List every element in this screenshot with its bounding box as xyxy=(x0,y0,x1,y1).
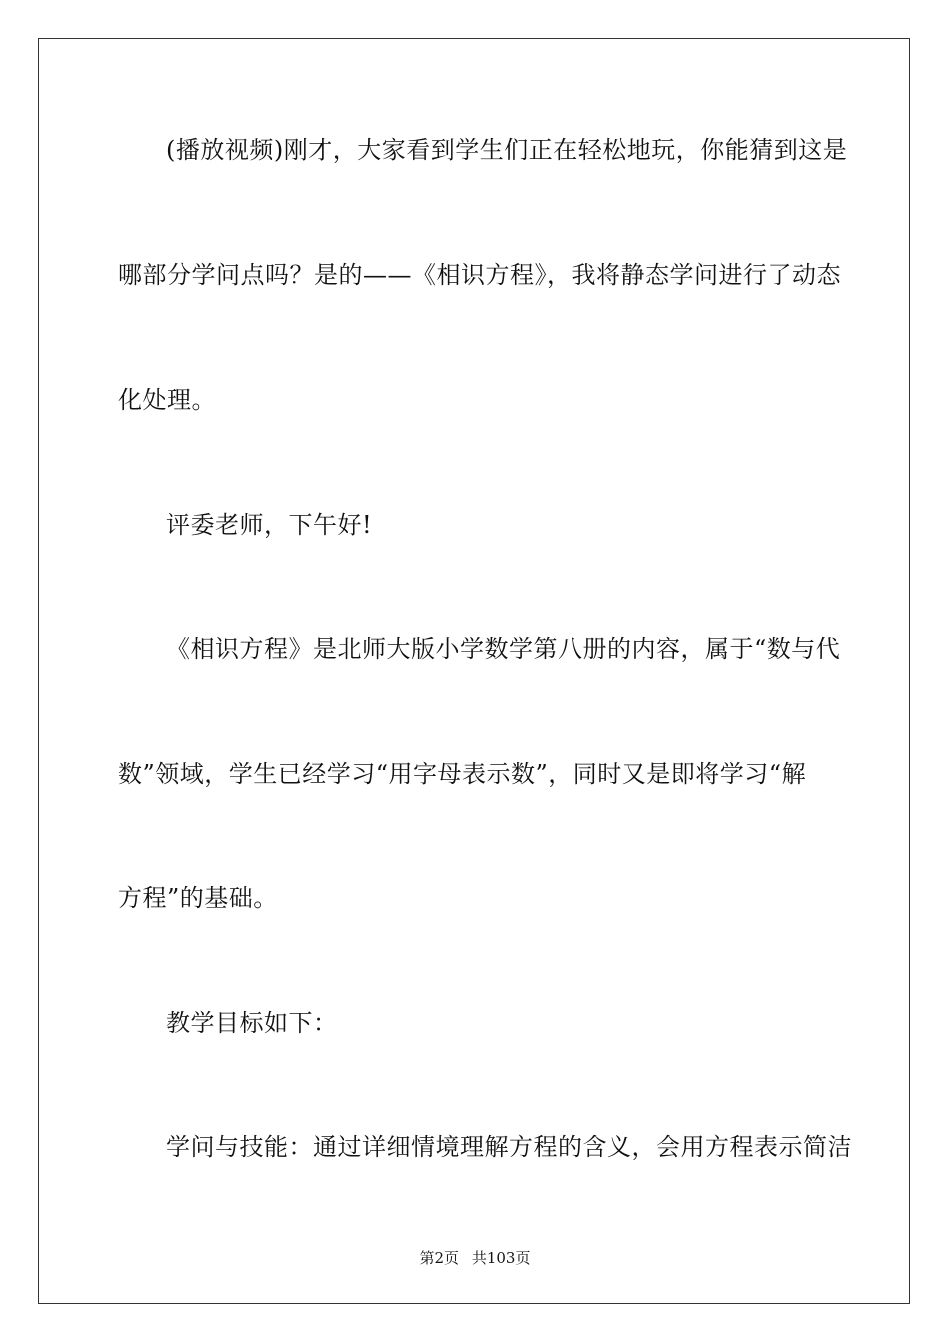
paragraph-line: 化处理。 xyxy=(118,386,216,414)
paragraph-line: 方程”的基础。 xyxy=(118,884,278,912)
page-border xyxy=(38,38,910,1304)
paragraph-line: (播放视频)刚才，大家看到学生们正在轻松地玩，你能猜到这是 xyxy=(166,136,848,164)
paragraph-line: 教学目标如下： xyxy=(166,1009,338,1037)
page-footer xyxy=(0,1248,950,1268)
page-number: 第2页 xyxy=(419,1249,460,1267)
paragraph-line: 哪部分学问点吗？是的——《相识方程》，我将静态学问进行了动态 xyxy=(118,261,841,289)
paragraph-line: 学问与技能：通过详细情境理解方程的含义，会用方程表示简洁 xyxy=(166,1133,852,1161)
page-total: 共103页 xyxy=(471,1249,531,1267)
paragraph-line: 评委老师，下午好! xyxy=(166,511,373,539)
paragraph-line: 数”领域，学生已经学习“用字母表示数”，同时又是即将学习“解 xyxy=(118,760,807,788)
paragraph-line: 《相识方程》是北师大版小学数学第八册的内容，属于“数与代 xyxy=(166,635,841,663)
